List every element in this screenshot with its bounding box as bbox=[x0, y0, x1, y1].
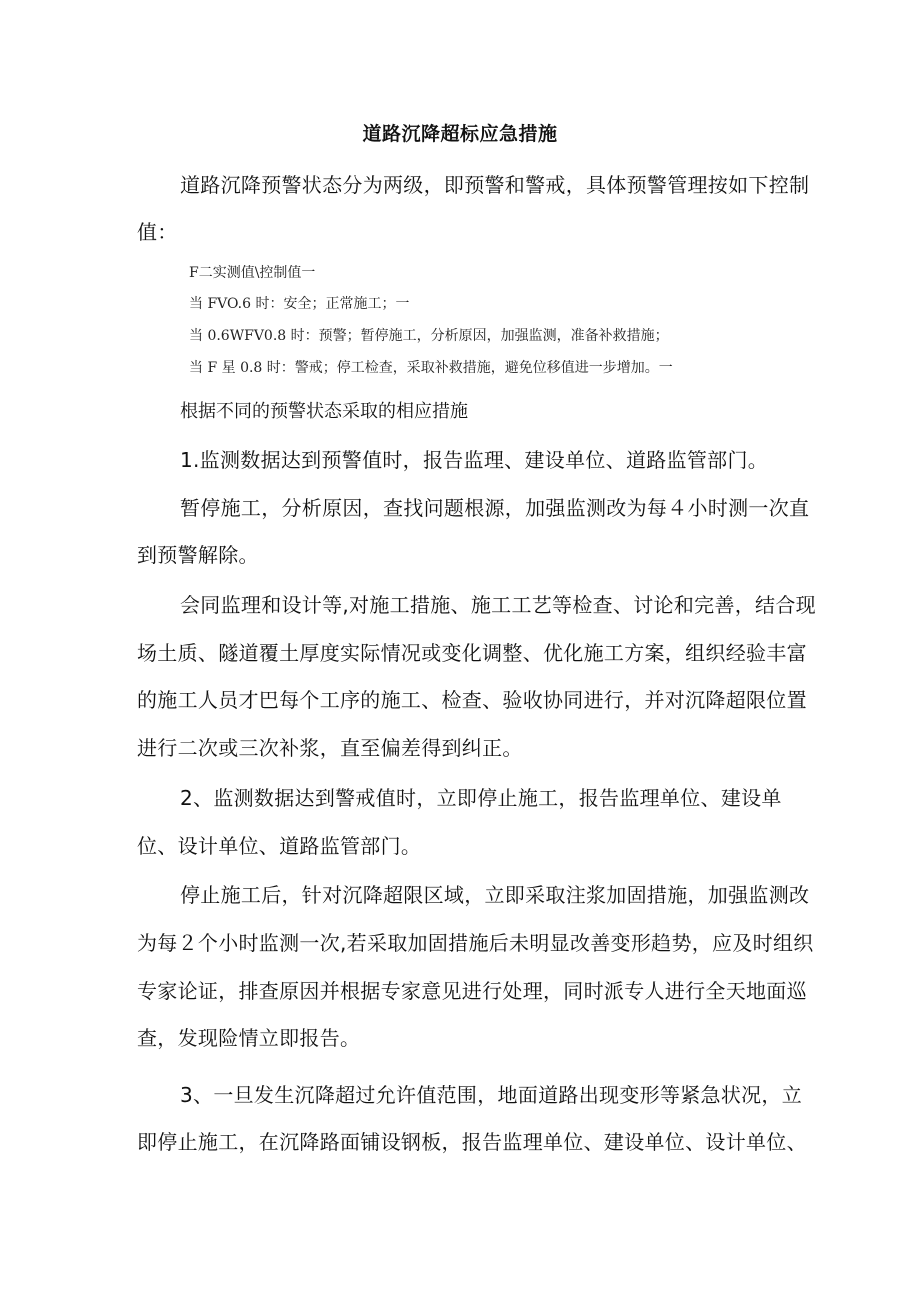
section2-para1-line-1: 停止施工后，针对沉降超限区域，立即采取注浆加固措施，加强监测改 bbox=[180, 883, 810, 907]
section1-para1-line-2: 到预警解除。 bbox=[137, 543, 259, 567]
section2-para1-line-4: 查，发现险情立即报告。 bbox=[137, 1026, 361, 1050]
formula-rule-alert: 当 F 星 0.8 时：警戒；停工检查，采取补救措施，避免位移值进一步增加。一 bbox=[189, 360, 673, 376]
section1-para2-line-1: 会同监理和设计等,对施工措施、施工工艺等检查、讨论和完善，结合现 bbox=[180, 593, 816, 617]
section1-para2-line-3: 的施工人员才巴每个工序的施工、检查、验收协同进行，并对沉降超限位置 bbox=[137, 688, 807, 712]
section1-heading: 1.监测数据达到预警值时，报告监理、建设单位、道路监管部门。 bbox=[180, 448, 769, 472]
section2-para1-line-2: 为每２个小时监测一次,若采取加固措施后未明显改善变形趋势，应及时组织 bbox=[137, 931, 814, 955]
section3-heading-line-2: 即停止施工，在沉降路面铺设钢板，报告监理单位、建设单位、设计单位、 bbox=[137, 1130, 807, 1154]
document-title: 道路沉降超标应急措施 bbox=[362, 123, 558, 145]
formula-definition: F二实测值\控制值一 bbox=[189, 265, 316, 281]
section2-para1-line-3: 专家论证，排查原因并根据专家意见进行处理，同时派专人进行全天地面巡 bbox=[137, 979, 807, 1003]
intro-line-2: 值： bbox=[137, 220, 178, 244]
section2-heading-line-1: 2、监测数据达到警戒值时，立即停止施工，报告监理单位、建设单 bbox=[180, 786, 782, 810]
section1-para2-line-2: 场土质、隧道覆土厚度实际情况或变化调整、优化施工方案，组织经验丰富 bbox=[137, 641, 807, 665]
section3-heading-line-1: 3、一旦发生沉降超过允许值范围，地面道路出现变形等紧急状况，立 bbox=[180, 1083, 803, 1107]
section1-para2-line-4: 进行二次或三次补浆，直至偏差得到纠正。 bbox=[137, 736, 523, 760]
formula-rule-safe: 当 FVO.6 时：安全；正常施工；一 bbox=[189, 296, 410, 312]
measures-heading: 根据不同的预警状态采取的相应措施 bbox=[180, 401, 468, 422]
formula-rule-warning: 当 0.6WFV0.8 时：预警；暂停施工，分析原因，加强监测，准备补救措施； bbox=[189, 328, 669, 344]
section2-heading-line-2: 位、设计单位、道路监管部门。 bbox=[137, 834, 422, 858]
section1-para1-line-1: 暂停施工，分析原因，查找问题根源，加强监测改为每４小时测一次直 bbox=[180, 496, 810, 520]
intro-line-1: 道路沉降预警状态分为两级，即预警和警戒，具体预警管理按如下控制 bbox=[180, 173, 810, 197]
